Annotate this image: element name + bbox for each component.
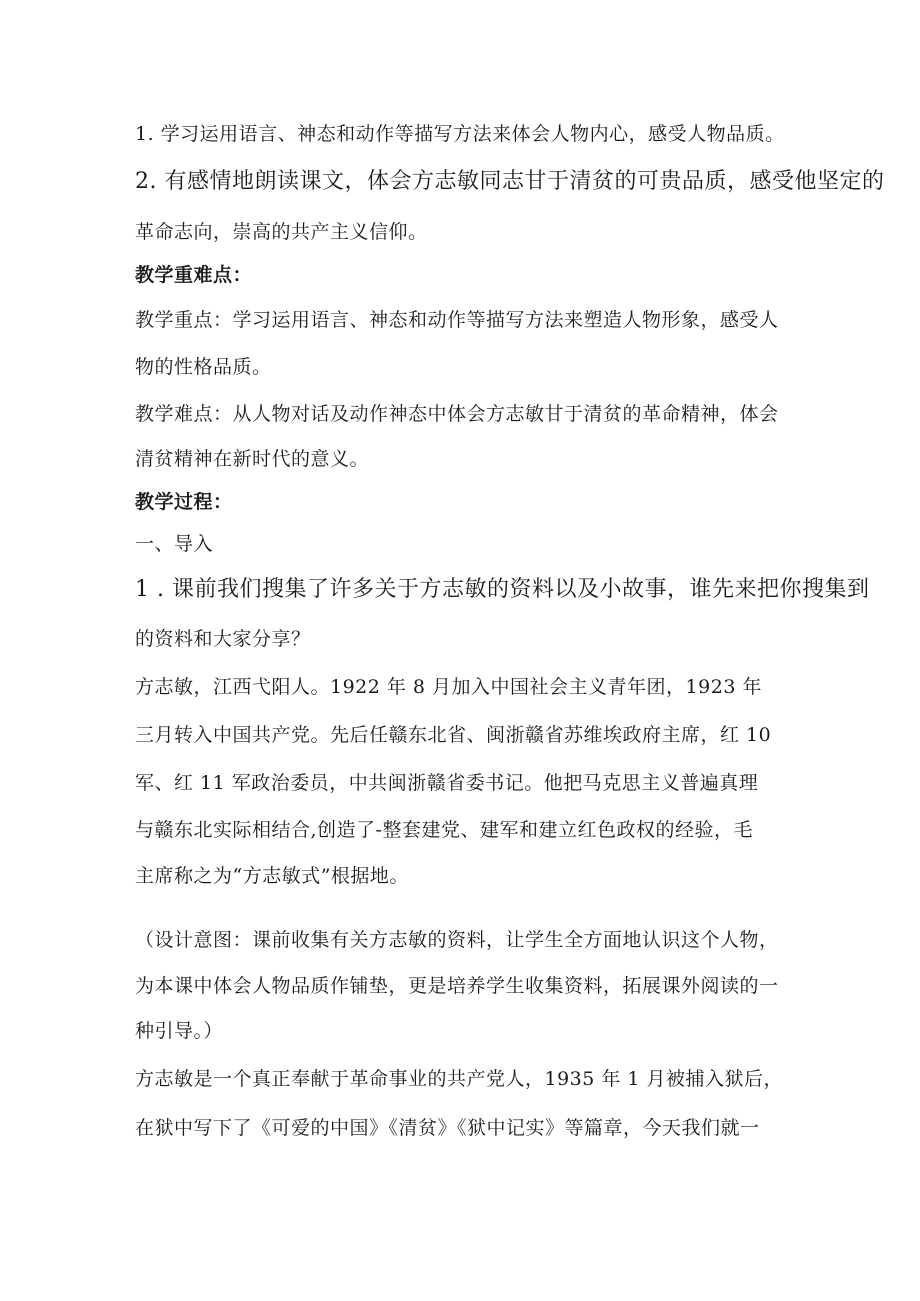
closing-line-1: 方志敏是一个真正奉献于革命事业的共产党人，1935 年 1 月被捕入狱后， (135, 1068, 784, 1090)
bio-line-4: 与赣东北实际相结合,创造了-整套建党、建军和建立红色政权的经验，毛 (135, 819, 753, 841)
intro-question-line-2: 的资料和大家分享？ (135, 628, 311, 650)
section-heading-process: 教学过程： (135, 491, 233, 513)
objective-2-line-2: 革命志向，崇高的共产主义信仰。 (135, 221, 428, 243)
key-point-line-2: 物的性格品质。 (135, 356, 272, 378)
design-intent-line-3: 种引导。） (135, 1020, 224, 1042)
objective-1: 1. 学习运用语言、神态和动作等描写方法来体会人物内心，感受人物品质。 (135, 123, 785, 145)
step-1-intro-heading: 一、导入 (135, 533, 214, 555)
difficult-point-line-1: 教学难点：从人物对话及动作神态中体会方志敏甘于清贫的革命精神，体会 (135, 403, 779, 425)
key-point-line-1: 教学重点：学习运用语言、神态和动作等描写方法来塑造人物形象，感受人 (135, 309, 779, 331)
bio-line-2: 三月转入中国共产党。先后任赣东北省、闽浙赣省苏维埃政府主席，红 10 (135, 724, 772, 746)
difficult-point-line-2: 清贫精神在新时代的意义。 (135, 448, 370, 470)
objective-2-line-1: 2. 有感情地朗读课文，体会方志敏同志甘于清贫的可贵品质，感受他坚定的 (135, 169, 885, 194)
section-heading-key-points: 教学重难点： (135, 264, 253, 286)
bio-line-5: 主席称之为“方志敏式”根据地。 (135, 865, 409, 887)
design-intent-line-1: （设计意图：课前收集有关方志敏的资料，让学生全方面地认识这个人物， (135, 929, 779, 951)
closing-line-2: 在狱中写下了《可爱的中国》《清贫》《狱中记实》等篇章，今天我们就一 (135, 1117, 760, 1139)
intro-question-line-1: 1 . 课前我们搜集了许多关于方志敏的资料以及小故事，谁先来把你搜集到 (135, 577, 870, 602)
design-intent-line-2: 为本课中体会人物品质作铺垫，更是培养学生收集资料，拓展课外阅读的一 (135, 975, 779, 997)
bio-line-3: 军、红 11 军政治委员，中共闽浙赣省委书记。他把马克思主义普遍真理 (135, 772, 759, 794)
bio-line-1: 方志敏，江西弋阳人。1922 年 8 月加入中国社会主义青年团，1923 年 (135, 676, 762, 698)
